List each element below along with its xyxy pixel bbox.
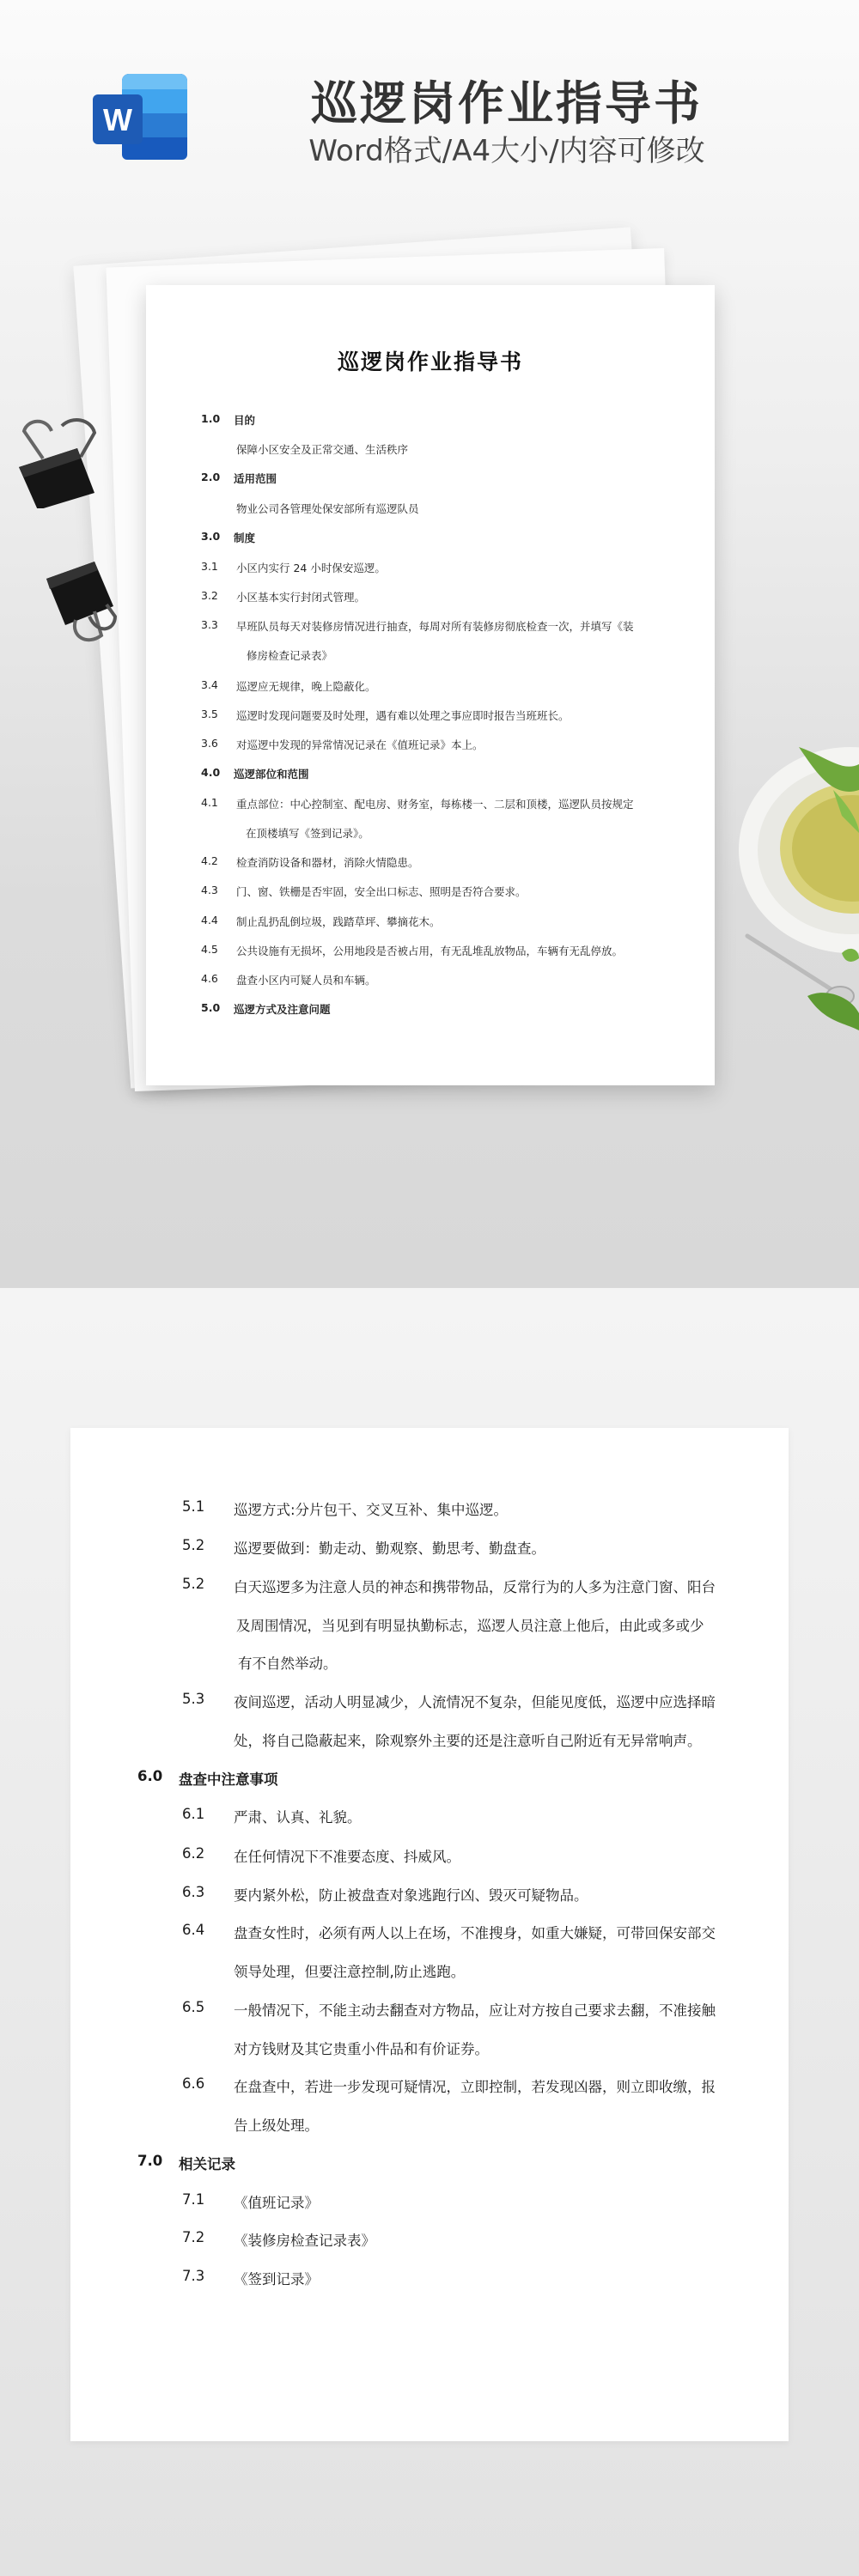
item-text: 《装修房检查记录表》 bbox=[234, 2233, 375, 2249]
document-preview-heading bbox=[201, 1001, 682, 1017]
document-preview-line bbox=[201, 560, 682, 575]
header-title: 巡逻岗作业指导书 bbox=[311, 76, 703, 131]
preview-line-text: 检查消防设备和器材，消除火情隐患。 bbox=[236, 856, 419, 869]
preview-line-number: 2.0 bbox=[201, 471, 221, 483]
item-text: 夜间巡逻，活动人明显减少，人流情况不复杂，但能见度低，巡逻中应选择暗 bbox=[234, 1694, 716, 1710]
item-text: 《签到记录》 bbox=[234, 2271, 319, 2287]
document-preview-line bbox=[201, 501, 682, 516]
document-page-two bbox=[70, 1428, 789, 2441]
item-number: 5.3 bbox=[182, 1691, 205, 1707]
item-text: 在盘查中，若进一步发现可疑情况，立即控制，若发现凶器，则立即收缴，报 bbox=[234, 2079, 716, 2095]
section-number: 7.0 bbox=[137, 2153, 163, 2169]
tea-cup-decoration bbox=[739, 738, 859, 1030]
preview-line-text: 公共设施有无损坏，公用地段是否被占用，有无乱堆乱放物品，车辆有无乱停放。 bbox=[236, 945, 624, 957]
item-text: 巡逻方式:分片包干、交叉互补、集中巡逻。 bbox=[234, 1502, 509, 1518]
item-text-continued: 有不自然举动。 bbox=[238, 1656, 338, 1672]
item-text-continued: 告上级处理。 bbox=[234, 2117, 319, 2134]
preview-line-number: 4.5 bbox=[201, 943, 218, 956]
document-preview-line bbox=[201, 943, 682, 958]
word-logo-icon bbox=[93, 74, 189, 160]
item-number: 6.5 bbox=[182, 1999, 205, 2015]
preview-line-number: 4.2 bbox=[201, 854, 218, 867]
item-text-continued: 处，将自己隐蔽起来，除观察外主要的还是注意听自己附近有无异常响声。 bbox=[234, 1733, 702, 1749]
item-text-continued: 及周围情况，当见到有明显执勤标志，巡逻人员注意上他后，由此或多或少 bbox=[236, 1618, 704, 1634]
item-number: 5.2 bbox=[182, 1576, 205, 1592]
preview-line-number: 3.1 bbox=[201, 560, 218, 573]
item-number: 5.1 bbox=[182, 1498, 205, 1515]
preview-line-text: 物业公司各管理处保安部所有巡逻队员 bbox=[236, 502, 419, 515]
preview-line-number: 3.2 bbox=[201, 589, 218, 602]
section-heading: 相关记录 bbox=[179, 2156, 235, 2172]
binder-clip-icon bbox=[41, 556, 120, 646]
preview-line-text: 制度 bbox=[234, 532, 256, 544]
preview-line-text: 重点部位：中心控制室、配电房、财务室，每栋楼一、二层和顶楼，巡逻队员按规定 bbox=[236, 798, 634, 811]
item-number: 6.6 bbox=[182, 2075, 205, 2092]
preview-line-text: 小区基本实行封闭式管理。 bbox=[236, 591, 366, 604]
document-preview-line bbox=[201, 678, 682, 694]
preview-line-text: 巡逻时发现问题要及时处理，遇有难以处理之事应即时报告当班班长。 bbox=[236, 709, 570, 722]
item-number: 6.1 bbox=[182, 1806, 205, 1822]
document-preview-heading bbox=[201, 766, 682, 781]
document-preview-line bbox=[201, 796, 682, 811]
item-text-continued: 对方钱财及其它贵重小件品和有价证券。 bbox=[234, 2041, 489, 2057]
item-text: 盘查女性时，必须有两人以上在场，不准搜身，如重大嫌疑，可带回保安部交 bbox=[234, 1925, 716, 1941]
section-number: 6.0 bbox=[137, 1768, 163, 1784]
preview-line-text: 小区内实行 24 小时保安巡逻。 bbox=[236, 562, 386, 574]
preview-line-text: 巡逻应无规律，晚上隐蔽化。 bbox=[236, 680, 376, 693]
document-preview-page bbox=[146, 285, 715, 1085]
preview-line-text: 保障小区安全及正常交通、生活秩序 bbox=[236, 443, 409, 456]
document-preview-line bbox=[201, 972, 682, 987]
item-text: 一般情况下，不能主动去翻查对方物品，应让对方按自己要求去翻，不准接触 bbox=[234, 2002, 716, 2019]
header-subtitle: Word格式/A4大小/内容可修改 bbox=[308, 134, 705, 168]
document-preview-line bbox=[201, 854, 682, 870]
word-logo-letter: W bbox=[103, 102, 132, 137]
preview-line-number: 3.3 bbox=[201, 618, 218, 631]
preview-line-text: 在顶楼填写《签到记录》。 bbox=[246, 827, 369, 840]
item-text-continued: 领导处理，但要注意控制,防止逃跑。 bbox=[234, 1964, 466, 1980]
item-number: 7.3 bbox=[182, 2268, 205, 2284]
document-preview-title: 巡逻岗作业指导书 bbox=[337, 349, 523, 374]
preview-line-number: 3.4 bbox=[201, 678, 218, 691]
preview-line-number: 3.0 bbox=[201, 530, 221, 543]
binder-clip-icon bbox=[12, 414, 108, 508]
document-preview-heading bbox=[201, 471, 682, 486]
preview-line-text: 巡逻部位和范围 bbox=[234, 768, 309, 781]
preview-line-text: 盘查小区内可疑人员和车辆。 bbox=[236, 974, 376, 987]
item-number: 6.4 bbox=[182, 1922, 205, 1938]
preview-line-number: 3.5 bbox=[201, 708, 218, 720]
item-text: 巡逻要做到：勤走动、勤观察、勤思考、勤盘查。 bbox=[234, 1540, 545, 1557]
preview-line-text: 对巡逻中发现的异常情况记录在《值班记录》本上。 bbox=[236, 738, 484, 751]
preview-line-number: 4.0 bbox=[201, 766, 221, 779]
document-preview-line bbox=[201, 914, 682, 929]
preview-line-number: 5.0 bbox=[201, 1001, 221, 1014]
document-preview-heading bbox=[201, 412, 682, 428]
document-preview-line bbox=[201, 884, 682, 899]
document-preview-line bbox=[201, 441, 682, 457]
document-preview-line bbox=[201, 825, 682, 841]
preview-line-number: 4.3 bbox=[201, 884, 218, 896]
document-preview-line bbox=[201, 708, 682, 723]
section-heading: 盘查中注意事项 bbox=[179, 1771, 278, 1788]
item-text: 在任何情况下不准要态度、抖威风。 bbox=[234, 1849, 460, 1865]
document-preview-line bbox=[201, 618, 682, 634]
item-number: 7.1 bbox=[182, 2191, 205, 2208]
preview-line-number: 4.6 bbox=[201, 972, 218, 985]
document-preview-line bbox=[201, 737, 682, 752]
item-number: 6.2 bbox=[182, 1845, 205, 1862]
preview-line-number: 4.4 bbox=[201, 914, 218, 927]
item-text: 严肃、认真、礼貌。 bbox=[234, 1809, 362, 1826]
item-number: 5.2 bbox=[182, 1537, 205, 1553]
preview-line-number: 1.0 bbox=[201, 412, 221, 425]
preview-line-number: 4.1 bbox=[201, 796, 218, 809]
preview-line-text: 适用范围 bbox=[234, 472, 277, 485]
preview-line-text: 巡逻方式及注意问题 bbox=[234, 1003, 331, 1016]
item-text: 《值班记录》 bbox=[234, 2195, 319, 2211]
preview-line-text: 制止乱扔乱倒垃圾，践踏草坪、攀摘花木。 bbox=[236, 915, 441, 928]
preview-line-text: 早班队员每天对装修房情况进行抽查，每周对所有装修房彻底检查一次，并填写《装 bbox=[236, 620, 634, 633]
preview-line-text: 修房检查记录表》 bbox=[247, 649, 333, 662]
preview-line-text: 门、窗、铁栅是否牢固，安全出口标志、照明是否符合要求。 bbox=[236, 885, 527, 898]
item-number: 6.3 bbox=[182, 1884, 205, 1900]
document-preview-line bbox=[201, 589, 682, 605]
item-text: 要内紧外松，防止被盘查对象逃跑行凶、毁灭可疑物品。 bbox=[234, 1887, 588, 1904]
item-text: 白天巡逻多为注意人员的神态和携带物品，反常行为的人多为注意门窗、阳台 bbox=[234, 1579, 716, 1595]
document-preview-heading bbox=[201, 530, 682, 545]
document-preview-line bbox=[201, 647, 682, 663]
preview-line-text: 目的 bbox=[234, 414, 256, 427]
preview-line-number: 3.6 bbox=[201, 737, 218, 750]
item-number: 7.2 bbox=[182, 2229, 205, 2245]
